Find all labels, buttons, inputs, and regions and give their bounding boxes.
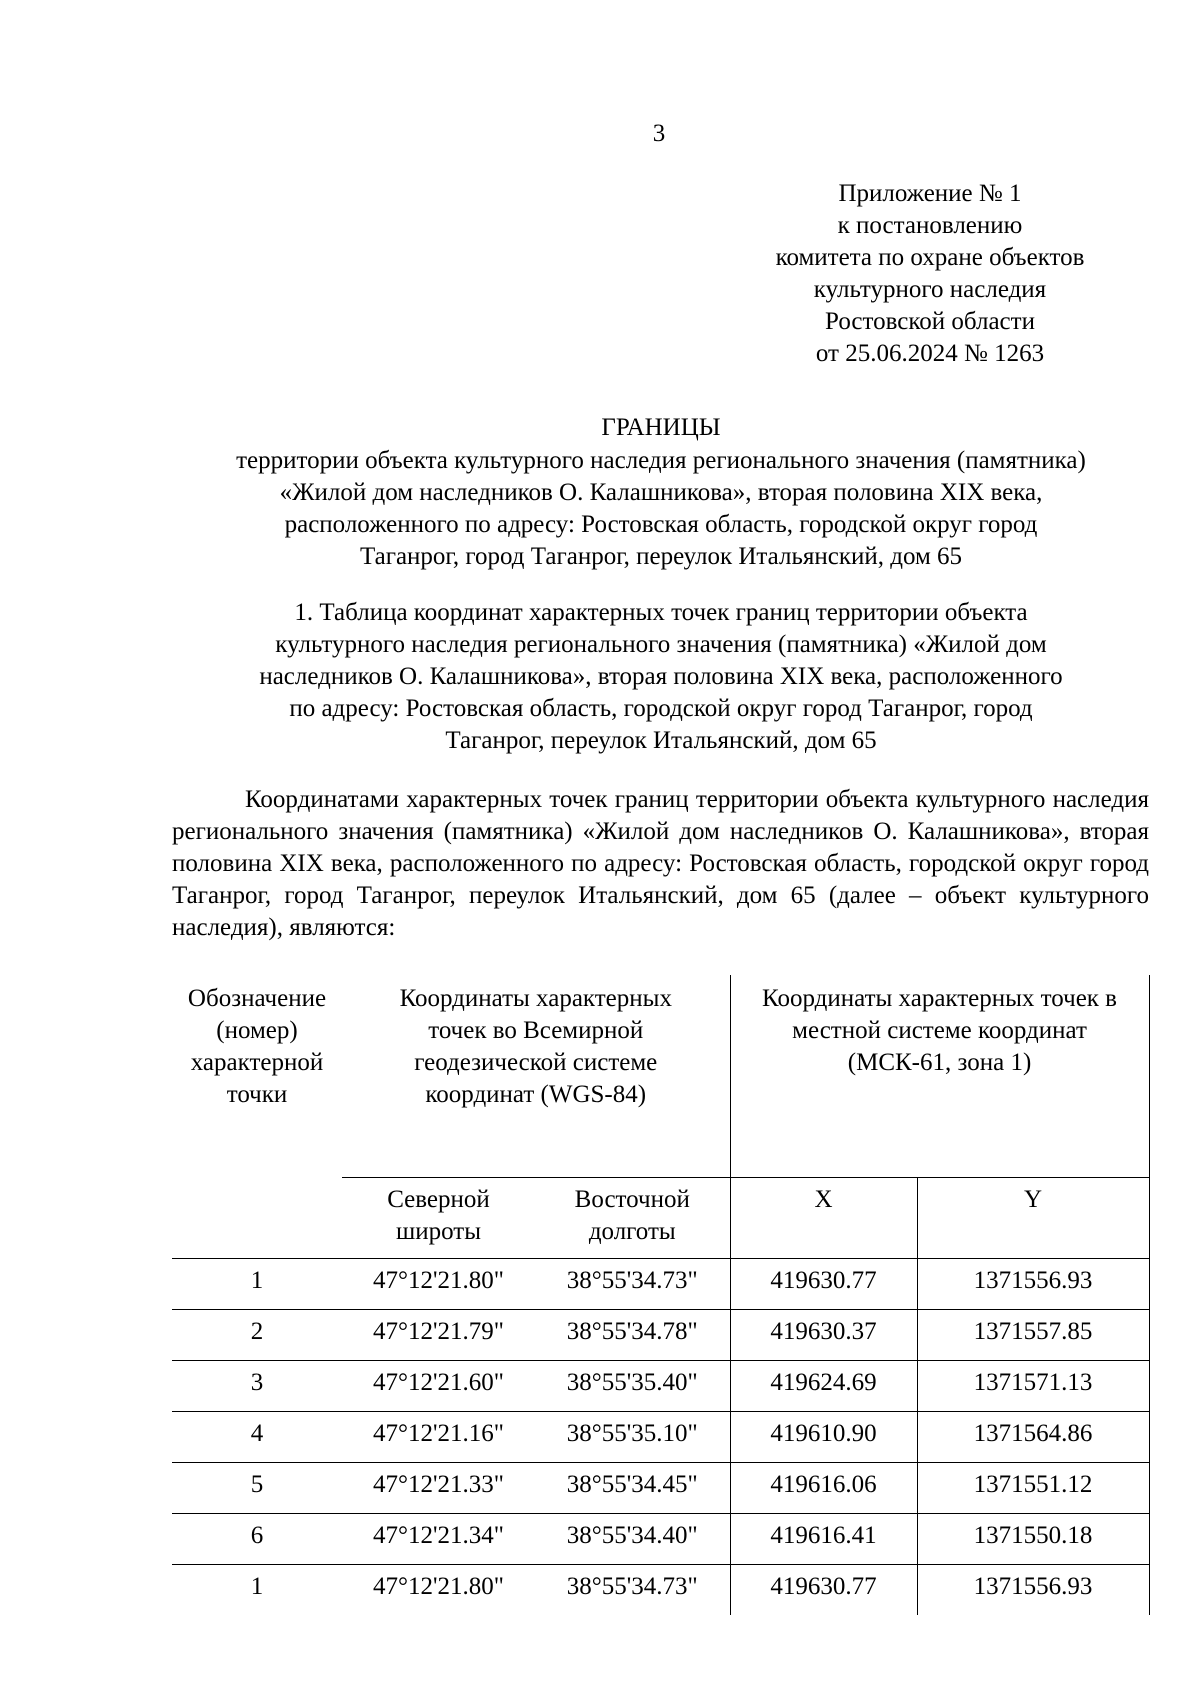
cell-east: 38°55'35.40"	[535, 1361, 730, 1412]
section-heading-line: 1. Таблица координат характерных точек границ территории объекта	[294, 599, 1028, 626]
cell-x: 419630.37	[730, 1310, 917, 1361]
header-y: Y	[917, 1178, 1149, 1259]
appendix-line: комитета по охране объектов	[775, 244, 1085, 271]
header-msk-line: Координаты характерных точек в	[762, 985, 1117, 1012]
table-row	[172, 1565, 1149, 1616]
subtitle-line: расположенного по адресу: Ростовская область, городской округ город	[284, 511, 1038, 538]
cell-x: 419624.69	[730, 1361, 917, 1412]
cell-east: 38°55'35.10"	[535, 1412, 730, 1463]
table-row	[172, 1259, 1149, 1310]
cell-point: 3	[172, 1361, 342, 1412]
appendix-line: Ростовской области	[825, 308, 1035, 335]
cell-point: 1	[172, 1565, 342, 1616]
table-row	[172, 1463, 1149, 1514]
cell-point: 2	[172, 1310, 342, 1361]
header-wgs-line: точек во Всемирной	[428, 1017, 644, 1044]
cell-x: 419630.77	[730, 1259, 917, 1310]
cell-y: 1371550.18	[917, 1514, 1149, 1565]
cell-east: 38°55'34.40"	[535, 1514, 730, 1565]
cell-north: 47°12'21.80"	[342, 1565, 535, 1616]
cell-north: 47°12'21.34"	[342, 1514, 535, 1565]
cell-y: 1371556.93	[917, 1565, 1149, 1616]
header-point	[172, 975, 342, 1259]
cell-y: 1371551.12	[917, 1463, 1149, 1514]
cell-x: 419616.41	[730, 1514, 917, 1565]
cell-east: 38°55'34.73"	[535, 1565, 730, 1616]
header-point-line: Обозначение	[187, 985, 327, 1012]
header-msk-line: (МСК-61, зона 1)	[847, 1049, 1032, 1076]
intro-paragraph: Координатами характерных точек границ территории объекта культурного наследия регионального значения (памятника) «Жилой дом наследников О. Калашникова», вторая половина XIX века, расположенного по адресу: Ростовская область, городской округ город Таганрог, город Таганрог, переулок Итальянский, дом 65 (далее – объект культурного наследия), являются:	[172, 786, 1149, 941]
table-row	[172, 1514, 1149, 1565]
appendix-line: культурного наследия	[813, 276, 1047, 303]
appendix-block	[740, 178, 1120, 370]
table-header-row	[172, 975, 1149, 1178]
cell-east: 38°55'34.78"	[535, 1310, 730, 1361]
header-point-line: точки	[226, 1081, 288, 1108]
subtitle-line: Таганрог, город Таганрог, переулок Итальянский, дом 65	[359, 543, 963, 570]
section-heading-line: культурного наследия регионального значения (памятника) «Жилой дом	[275, 631, 1047, 658]
cell-y: 1371564.86	[917, 1412, 1149, 1463]
cell-point: 5	[172, 1463, 342, 1514]
header-wgs-line: координат (WGS-84)	[425, 1081, 647, 1108]
header-x: X	[730, 1178, 917, 1259]
cell-x: 419630.77	[730, 1565, 917, 1616]
header-north	[342, 1178, 535, 1259]
header-wgs-line: геодезической системе	[414, 1049, 658, 1076]
cell-east: 38°55'34.45"	[535, 1463, 730, 1514]
section-heading	[172, 597, 1150, 757]
table-row	[172, 1361, 1149, 1412]
table-row	[172, 1310, 1149, 1361]
cell-north: 47°12'21.79"	[342, 1310, 535, 1361]
header-msk	[730, 975, 1149, 1178]
cell-y: 1371571.13	[917, 1361, 1149, 1412]
header-wgs-line: Координаты характерных	[399, 985, 672, 1012]
appendix-line: к постановлению	[837, 212, 1023, 239]
cell-y: 1371556.93	[917, 1259, 1149, 1310]
cell-point: 6	[172, 1514, 342, 1565]
appendix-line: от 25.06.2024 № 1263	[815, 340, 1045, 367]
cell-point: 4	[172, 1412, 342, 1463]
cell-east: 38°55'34.73"	[535, 1259, 730, 1310]
header-east	[535, 1178, 730, 1259]
cell-y: 1371557.85	[917, 1310, 1149, 1361]
header-east-line: долготы	[588, 1218, 676, 1245]
header-wgs	[342, 975, 730, 1178]
subtitle-line: территории объекта культурного наследия регионального значения (памятника)	[236, 447, 1086, 474]
cell-x: 419616.06	[730, 1463, 917, 1514]
header-point-line: (номер)	[216, 1017, 298, 1044]
section-heading-line: наследников О. Калашникова», вторая половина XIX века, расположенного	[259, 663, 1063, 690]
cell-north: 47°12'21.80"	[342, 1259, 535, 1310]
table-row	[172, 1412, 1149, 1463]
cell-north: 47°12'21.60"	[342, 1361, 535, 1412]
document-title: ГРАНИЦЫ	[601, 414, 721, 441]
appendix-line: Приложение № 1	[838, 180, 1022, 207]
header-north-line: Северной	[387, 1186, 490, 1213]
page-number: 3	[652, 120, 666, 147]
document-subtitle	[172, 445, 1150, 573]
cell-x: 419610.90	[730, 1412, 917, 1463]
header-msk-line: местной системе координат	[792, 1017, 1087, 1044]
cell-north: 47°12'21.16"	[342, 1412, 535, 1463]
cell-north: 47°12'21.33"	[342, 1463, 535, 1514]
section-heading-line: Таганрог, переулок Итальянский, дом 65	[445, 727, 877, 754]
subtitle-line: «Жилой дом наследников О. Калашникова», вторая половина XIX века,	[279, 479, 1043, 506]
header-north-line: широты	[395, 1218, 482, 1245]
coordinates-table	[172, 975, 1150, 1615]
header-east-line: Восточной	[574, 1186, 690, 1213]
cell-point: 1	[172, 1259, 342, 1310]
header-point-line: характерной	[190, 1049, 324, 1076]
section-heading-line: по адресу: Ростовская область, городской округ город Таганрог, город	[289, 695, 1033, 722]
